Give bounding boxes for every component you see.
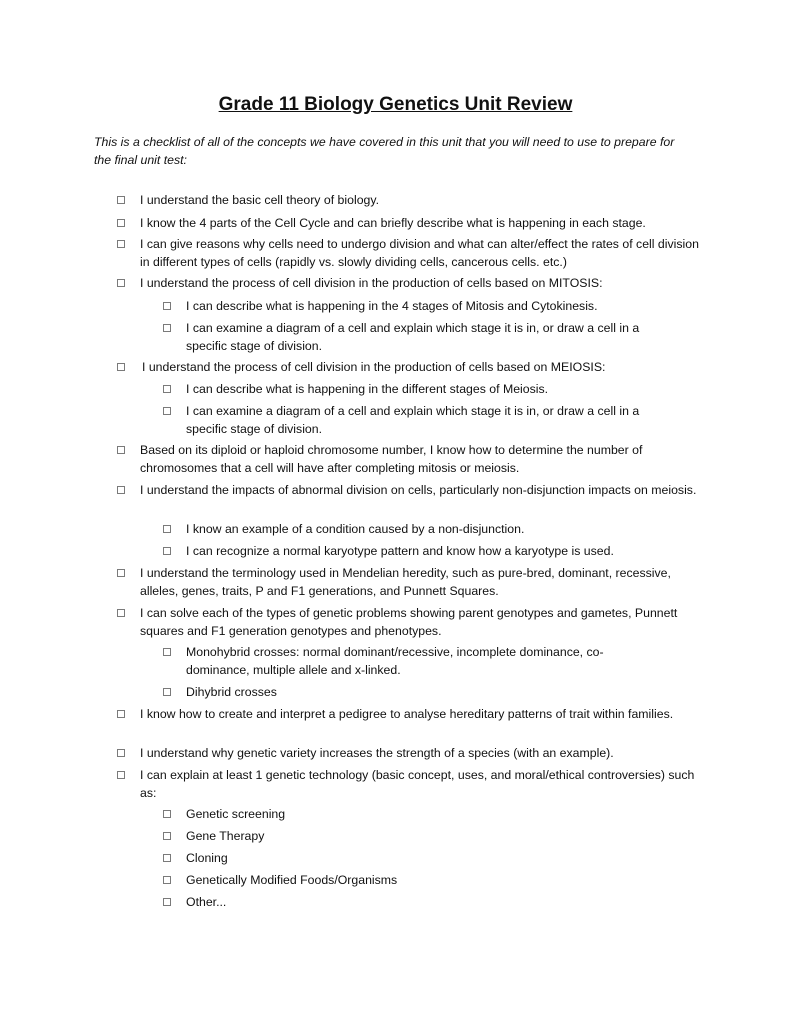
checklist-item: I understand the terminology used in Mendelian heredity, such as pure-bred, dominant, recessive, alleles, genes, traits, P and F1 generations, and Punnett Squares.: [117, 565, 680, 600]
checklist-item: Based on its diploid or haploid chromosome number, I know how to determine the number of chromosomes that a cell will have after completing mitosis or meiosis.: [117, 442, 700, 477]
checkbox-icon[interactable]: [117, 609, 125, 617]
checkbox-icon[interactable]: [117, 219, 125, 227]
checklist-subitem: Monohybrid crosses: normal dominant/recessive, incomplete dominance, co-dominance, multiple allele and x-linked.: [163, 644, 646, 679]
checkbox-icon[interactable]: [117, 486, 125, 494]
checkbox-icon[interactable]: [163, 688, 171, 696]
checkbox-icon[interactable]: [163, 854, 171, 862]
checklist-subitem: I can examine a diagram of a cell and explain which stage it is in, or draw a cell in a specific stage of division.: [163, 320, 666, 355]
checklist-subitem: Dihybrid crosses: [163, 684, 666, 702]
checkbox-icon[interactable]: [163, 832, 171, 840]
checkbox-icon[interactable]: [117, 771, 125, 779]
checkbox-icon[interactable]: [117, 569, 125, 577]
checklist-item: I know how to create and interpret a pedigree to analyse hereditary patterns of trait within families.: [117, 706, 680, 724]
page-title: Grade 11 Biology Genetics Unit Review: [218, 94, 573, 115]
checklist-item: I understand why genetic variety increases the strength of a species (with an example).: [117, 745, 700, 763]
checklist-subitem: Genetically Modified Foods/Organisms: [163, 872, 666, 890]
intro-paragraph: This is a checklist of all of the concepts we have covered in this unit that you will need to use to prepare for the final unit test:: [94, 135, 675, 167]
checklist-subitem: Other...: [163, 894, 666, 912]
checkbox-icon[interactable]: [117, 446, 125, 454]
checkbox-icon[interactable]: [163, 385, 171, 393]
checklist-subitem: I can examine a diagram of a cell and explain which stage it is in, or draw a cell in a specific stage of division.: [163, 403, 666, 438]
checklist-item: I can explain at least 1 genetic technology (basic concept, uses, and moral/ethical controversies) such as:: [117, 767, 700, 802]
checklist-subitem: Gene Therapy: [163, 828, 666, 846]
checklist-subitem: I can recognize a normal karyotype pattern and know how a karyotype is used.: [163, 543, 666, 561]
checkbox-icon[interactable]: [163, 525, 171, 533]
checkbox-icon[interactable]: [117, 749, 125, 757]
checklist-subitem: I can describe what is happening in the 4 stages of Mitosis and Cytokinesis.: [163, 298, 666, 316]
checklist-item: I understand the process of cell division in the production of cells based on MEIOSIS:: [117, 359, 702, 377]
checkbox-icon[interactable]: [163, 407, 171, 415]
checklist-subitem: Cloning: [163, 850, 666, 868]
checklist-item: I understand the impacts of abnormal division on cells, particularly non-disjunction impacts on meiosis.: [117, 482, 700, 500]
checkbox-icon[interactable]: [163, 324, 171, 332]
checkbox-icon[interactable]: [163, 898, 171, 906]
checklist-subitem: I can describe what is happening in the different stages of Meiosis.: [163, 381, 666, 399]
checklist-item: I can solve each of the types of genetic problems showing parent genotypes and gametes, Punnett squares and F1 generation genotypes and phenotypes.: [117, 605, 680, 640]
checkbox-icon[interactable]: [117, 196, 125, 204]
checkbox-icon[interactable]: [163, 648, 171, 656]
checkbox-icon[interactable]: [163, 876, 171, 884]
checklist-subitem: I know an example of a condition caused by a non-disjunction.: [163, 521, 666, 539]
checkbox-icon[interactable]: [163, 810, 171, 818]
checkbox-icon[interactable]: [163, 547, 171, 555]
checklist-item: I can give reasons why cells need to undergo division and what can alter/effect the rates of cell division in different types of cells (rapidly vs. slowly dividing cells, cancerous cells. etc.): [117, 236, 700, 271]
checklist-item: I understand the process of cell division in the production of cells based on MITOSIS:: [117, 275, 700, 293]
checkbox-icon[interactable]: [117, 710, 125, 718]
checkbox-icon[interactable]: [117, 279, 125, 287]
checklist-subitem: Genetic screening: [163, 806, 666, 824]
checklist-item: I know the 4 parts of the Cell Cycle and can briefly describe what is happening in each stage.: [117, 215, 700, 233]
checkbox-icon[interactable]: [117, 363, 125, 371]
checkbox-icon[interactable]: [163, 302, 171, 310]
checkbox-icon[interactable]: [117, 240, 125, 248]
checklist-item: I understand the basic cell theory of biology.: [117, 192, 700, 210]
